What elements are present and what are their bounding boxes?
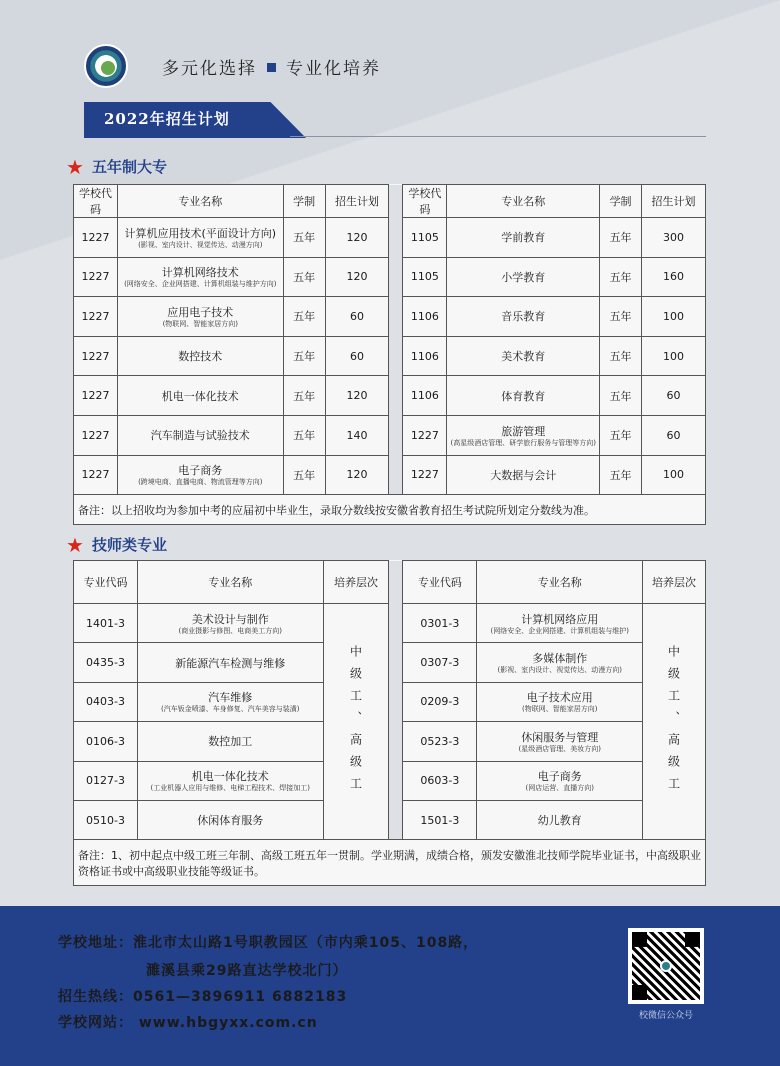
enrollment-hotline: 招生热线：0561—3896911 6882183 xyxy=(58,989,348,1005)
page-title: 2022年招生计划 xyxy=(104,110,230,128)
major-name: 计算机网络应用 xyxy=(521,612,599,626)
major-direction: (工业机器人应用与维修、电梯工程技术、焊接加工) xyxy=(150,784,310,793)
school-code: 1227 xyxy=(81,309,110,323)
major-direction: (影视、室内设计、视觉传达、动漫方向) xyxy=(497,666,622,675)
school-code: 1227 xyxy=(410,468,439,482)
major-name: 音乐教育 xyxy=(501,310,546,324)
school-code: 1227 xyxy=(81,428,110,442)
school-logo xyxy=(84,44,128,88)
school-address-line2: 濉溪县乘29路直达学校北门） xyxy=(146,963,348,979)
divider xyxy=(290,136,706,137)
major-name: 数控技术 xyxy=(178,350,223,364)
major-direction: (影视、室内设计、视觉传达、动漫方向) xyxy=(138,240,263,249)
major-code: 0106-3 xyxy=(85,734,125,748)
major-name: 新能源汽车检测与维修 xyxy=(175,656,286,670)
column-header: 学校代码 xyxy=(408,187,442,216)
enrollment-plan: 300 xyxy=(663,230,685,244)
qr-caption: 校微信公众号 xyxy=(638,1011,693,1021)
column-header: 专业名称 xyxy=(501,195,546,208)
column-header: 学校代码 xyxy=(78,187,112,216)
school-website: 学校网站： www.hbgyxx.com.cn xyxy=(58,1015,318,1031)
school-address: 学校地址：淮北市太山路1号职教园区（市内乘105、108路， xyxy=(58,935,479,951)
major-name: 汽车维修 xyxy=(208,691,253,705)
column-header: 学制 xyxy=(609,195,632,208)
major-code: 0510-3 xyxy=(85,813,125,827)
school-code: 1227 xyxy=(81,389,110,403)
enrollment-plan: 120 xyxy=(346,270,368,284)
major-name: 美术教育 xyxy=(501,350,546,364)
school-code: 1105 xyxy=(410,230,439,244)
major-name: 数控加工 xyxy=(208,735,253,749)
major-name: 电子商务 xyxy=(178,464,223,478)
enrollment-plan: 100 xyxy=(663,349,685,363)
major-direction: (汽车钣金喷漆、车身修复、汽车美容与装潢) xyxy=(161,705,300,714)
major-direction: (跨境电商、直播电商、物流管理等方向) xyxy=(138,478,263,487)
study-years: 五年 xyxy=(293,350,316,364)
enrollment-plan: 120 xyxy=(346,230,368,244)
enrollment-plan: 140 xyxy=(346,428,368,442)
school-code: 1227 xyxy=(81,468,110,482)
study-years: 五年 xyxy=(293,310,316,324)
enrollment-plan: 160 xyxy=(663,270,685,284)
study-years: 五年 xyxy=(609,310,632,324)
major-direction: (物联网、智能家居方向) xyxy=(162,319,239,328)
major-direction: (网店运营、直播方向) xyxy=(525,784,594,793)
column-header: 招生计划 xyxy=(335,195,380,208)
table-note: 备注：以上招收均为参加中考的应届初中毕业生，录取分数线按安徽省教育招生考试院所划定分数线为准。 xyxy=(78,503,595,517)
study-years: 五年 xyxy=(609,429,632,443)
enrollment-plan: 100 xyxy=(663,309,685,323)
star-icon: ★ xyxy=(66,532,84,557)
study-years: 五年 xyxy=(609,350,632,364)
study-years: 五年 xyxy=(293,389,316,403)
school-code: 1227 xyxy=(81,349,110,363)
enrollment-plan: 60 xyxy=(666,389,681,403)
table-note: 备注：1、初中起点中级工班三年制、高级工班五年一贯制。学业期满，成绩合格，颁发安徽淮北技师学院毕业证书，中高级职业资格证书或中高级职业技能等级证书。 xyxy=(78,848,701,878)
school-code: 1106 xyxy=(410,309,439,323)
major-code: 1401-3 xyxy=(85,616,125,630)
major-direction: (网络安全、企业网搭建、计算机组装与维护方向) xyxy=(124,280,277,289)
study-years: 五年 xyxy=(609,389,632,403)
school-code: 1106 xyxy=(410,389,439,403)
enrollment-plan: 60 xyxy=(666,428,681,442)
major-code: 0435-3 xyxy=(85,656,125,670)
study-years: 五年 xyxy=(293,270,316,284)
column-header: 专业代码 xyxy=(83,576,128,589)
school-code: 1106 xyxy=(410,349,439,363)
enrollment-plan: 60 xyxy=(350,349,365,363)
study-years: 五年 xyxy=(609,231,632,245)
major-code: 0603-3 xyxy=(420,774,460,788)
major-name: 机电一体化技术 xyxy=(191,770,269,784)
five-year-table xyxy=(73,184,706,525)
major-name: 电子技术应用 xyxy=(526,691,593,705)
major-name: 多媒体制作 xyxy=(532,652,588,666)
major-name: 学前教育 xyxy=(501,231,546,245)
study-years: 五年 xyxy=(609,270,632,284)
major-name: 旅游管理 xyxy=(501,424,546,438)
major-name: 休闲体育服务 xyxy=(197,814,264,828)
section-head-five-year xyxy=(66,156,167,177)
school-code: 1105 xyxy=(410,270,439,284)
major-code: 0307-3 xyxy=(420,656,460,670)
column-header: 培养层次 xyxy=(652,576,697,589)
column-header: 培养层次 xyxy=(334,576,379,589)
major-direction: (星级酒店管理、美妆方向) xyxy=(518,744,601,753)
section-head-technician xyxy=(66,534,167,555)
major-direction: (高星级酒店管理、研学旅行服务与管理等方向) xyxy=(450,438,596,447)
column-header: 专业代码 xyxy=(417,576,462,589)
wechat-qr-code xyxy=(628,928,704,1004)
major-name: 电子商务 xyxy=(537,770,582,784)
training-level: 中级工、高级工 xyxy=(348,644,363,799)
training-level: 中级工、高级工 xyxy=(666,644,681,799)
major-code: 0403-3 xyxy=(85,695,125,709)
major-direction: (物联网、智能家居方向) xyxy=(521,705,598,714)
major-name: 大数据与会计 xyxy=(490,468,557,482)
major-code: 0127-3 xyxy=(85,774,125,788)
major-name: 计算机应用技术(平面设计方向) xyxy=(124,226,277,240)
study-years: 五年 xyxy=(293,468,316,482)
column-header: 专业名称 xyxy=(178,195,223,208)
section-title: 技师类专业 xyxy=(91,536,167,554)
study-years: 五年 xyxy=(293,231,316,245)
major-direction: (商业摄影与修图、电商美工方向) xyxy=(178,626,282,635)
star-icon: ★ xyxy=(66,154,84,179)
major-name: 小学教育 xyxy=(501,270,546,284)
study-years: 五年 xyxy=(609,468,632,482)
school-code: 1227 xyxy=(81,270,110,284)
school-code: 1227 xyxy=(410,428,439,442)
major-code: 0523-3 xyxy=(420,734,460,748)
major-name: 计算机网络技术 xyxy=(161,266,239,280)
major-direction: (网络安全、企业网搭建、计算机组装与维护) xyxy=(490,626,629,635)
column-header: 学制 xyxy=(293,195,316,208)
major-name: 休闲服务与管理 xyxy=(521,730,599,744)
technician-table xyxy=(73,560,706,886)
enrollment-plan: 120 xyxy=(346,468,368,482)
major-code: 1501-3 xyxy=(420,813,460,827)
table-header-row xyxy=(74,561,706,604)
major-name: 幼儿教育 xyxy=(537,814,582,828)
column-header: 专业名称 xyxy=(537,576,582,589)
enrollment-plan: 120 xyxy=(346,389,368,403)
major-name: 机电一体化技术 xyxy=(161,389,239,403)
slogan: 多元化选择 专业化培养 xyxy=(162,59,381,79)
square-bullet-icon xyxy=(267,63,276,72)
major-name: 应用电子技术 xyxy=(167,305,234,319)
major-name: 汽车制造与试验技术 xyxy=(150,429,250,443)
enrollment-plan: 60 xyxy=(350,309,365,323)
enrollment-plan: 100 xyxy=(663,468,685,482)
major-name: 体育教育 xyxy=(501,389,546,403)
major-code: 0301-3 xyxy=(420,616,460,630)
major-code: 0209-3 xyxy=(420,695,460,709)
table-header-row xyxy=(74,185,706,218)
study-years: 五年 xyxy=(293,429,316,443)
section-title: 五年制大专 xyxy=(91,158,167,176)
column-header: 招生计划 xyxy=(651,195,696,208)
major-name: 美术设计与制作 xyxy=(191,612,269,626)
column-header: 专业名称 xyxy=(208,576,253,589)
school-code: 1227 xyxy=(81,230,110,244)
